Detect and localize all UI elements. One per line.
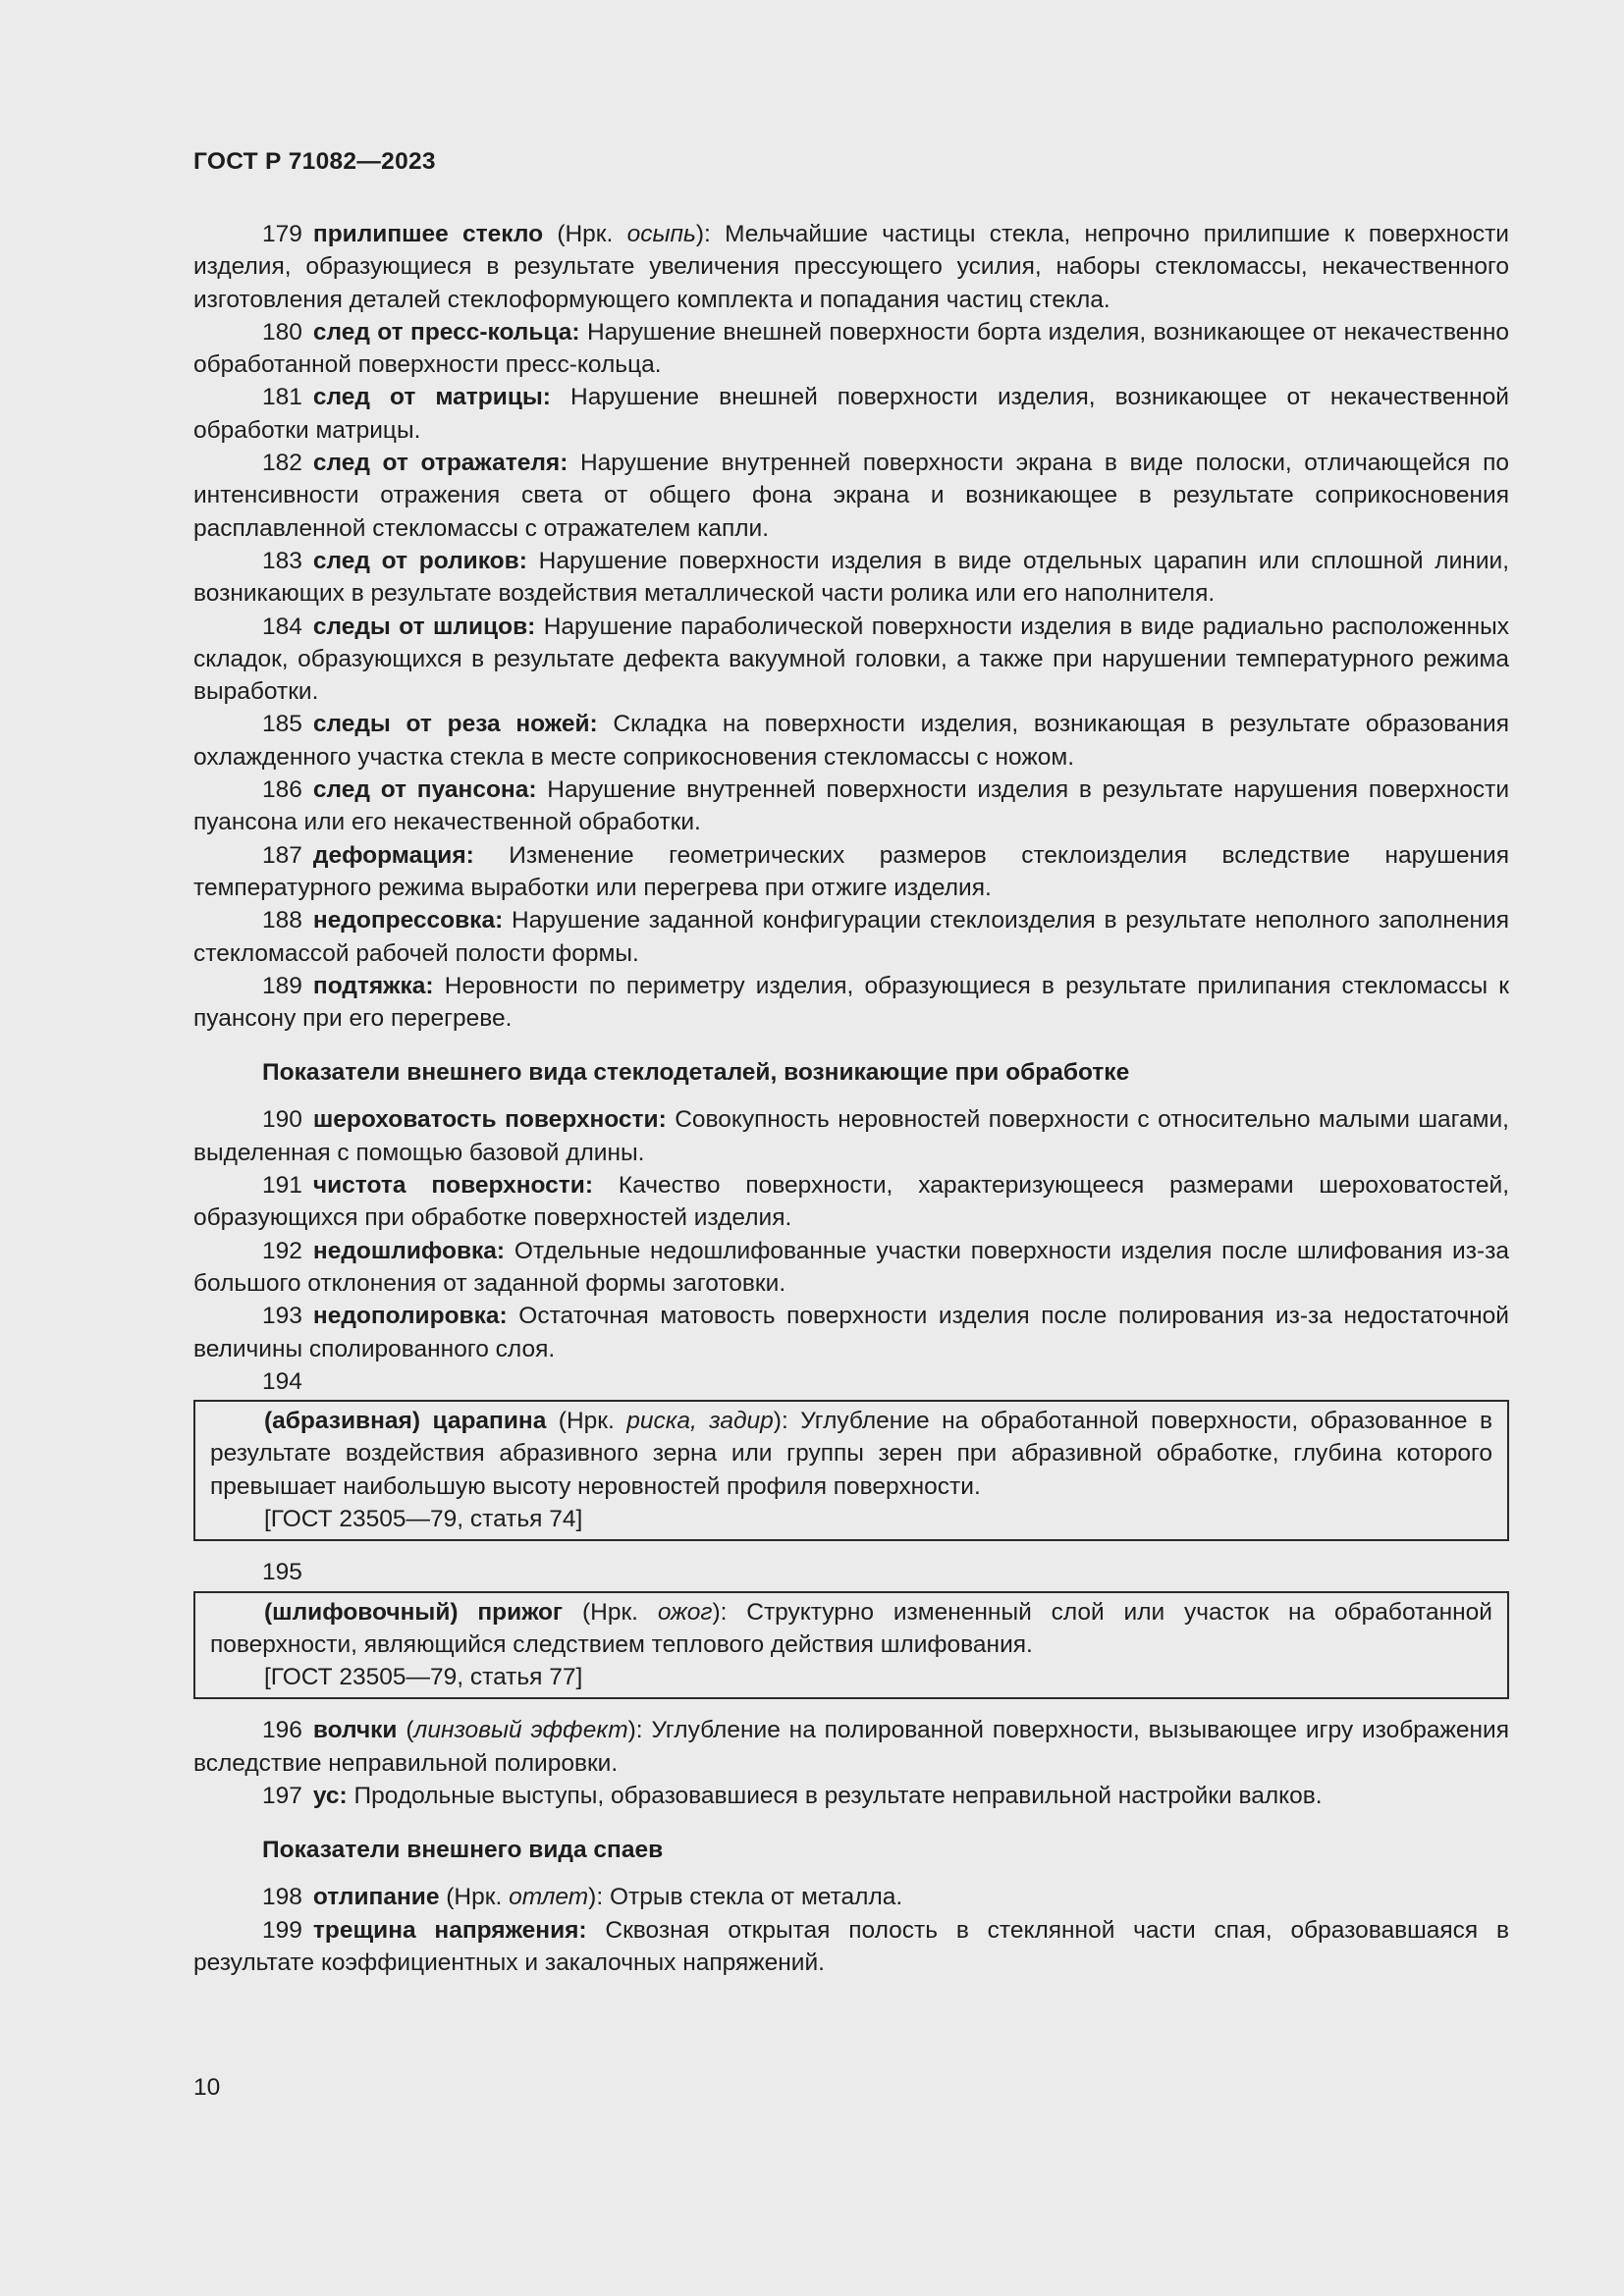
term-name: следы от реза ножей:	[312, 711, 598, 738]
term-entry-196	[193, 1714, 1509, 1780]
term-name: (шлифовочный) прижог	[264, 1598, 564, 1626]
term-synonym: линзовый эффект	[413, 1717, 628, 1744]
term-definition: Качество поверхности, характеризующееся размерами шероховатостей, образующихся при обработке поверхностей изделия.	[193, 1172, 1510, 1232]
term-name: деформация:	[312, 841, 474, 869]
term-number: 188	[262, 907, 302, 934]
term-entry-183	[193, 545, 1509, 611]
term-definition: Углубление на обработанной поверхности, образованное в результате воздействия абразивного зерна или группы зерен при абразивной обработке, глубина которого превышает наибольшую высоту неровностей профиля поверхности.	[210, 1408, 1493, 1500]
term-name: трещина напряжения:	[312, 1916, 587, 1944]
term-number: 182	[262, 450, 302, 477]
term-definition: Нарушение заданной конфигурации стеклоизделия в результате неполного заполнения стекломассой рабочей полости формы.	[193, 907, 1509, 967]
term-definition: Совокупность неровностей поверхности с относительно малыми шагами, выделенная с помощью базовой длины.	[193, 1106, 1509, 1166]
term-name: недополировка:	[312, 1303, 508, 1330]
term-number-194: 194	[262, 1367, 302, 1395]
term-name: (абразивная) царапина	[264, 1408, 547, 1435]
term-definition: Нарушение внутренней поверхности изделия в результате нарушения поверхности пуансона или его некачественной обработки.	[193, 776, 1510, 836]
term-entry-186	[193, 774, 1509, 839]
term-definition: Отдельные недошлифованные участки поверхности изделия после шлифования из-за большого отклонения от заданной формы заготовки.	[193, 1237, 1509, 1297]
term-definition: Нарушение внешней поверхности борта изделия, возникающее от некачественно обработанной поверхности пресс-кольца.	[193, 318, 1509, 379]
term-number-195: 195	[262, 1559, 302, 1586]
term-definition: Отрыв стекла от металла.	[609, 1884, 903, 1911]
term-number: 184	[262, 613, 302, 640]
term-name: след от пресс-кольца:	[312, 318, 580, 346]
term-definition: Остаточная матовость поверхности изделия после полирования из-за недостаточной величины сполированного слоя.	[193, 1303, 1509, 1362]
term-entry-189	[193, 970, 1509, 1036]
term-number: 185	[262, 711, 302, 738]
term-number: 179	[262, 221, 302, 247]
term-entry-182	[193, 447, 1509, 545]
term-number: 196	[262, 1717, 302, 1744]
term-number: 193	[262, 1303, 302, 1330]
synonym-prefix: (Нрк.	[439, 1884, 510, 1911]
synonym-suffix: ):	[712, 1598, 747, 1626]
term-definition: Неровности по периметру изделия, образующиеся в результате прилипания стекломассы к пуансону при его перегреве.	[193, 972, 1509, 1033]
term-name: след от отражателя:	[312, 450, 568, 477]
term-definition: Мельчайшие частицы стекла, непрочно прилипшие к поверхности изделия, образующиеся в результате увеличения прессующего усилия, наборы стекломассы, некачественного изготовления деталей стеклоформующего комплекта и попадания частиц стекла.	[193, 221, 1509, 313]
term-number: 186	[262, 776, 302, 804]
term-name: след от роликов:	[312, 547, 527, 574]
term-definition: Нарушение внутренней поверхности экрана в виде полоски, отличающейся по интенсивности отражения света от общего фона экрана и возникающее в результате соприкосновения расплавленной стекломассы с отражателем капли.	[193, 450, 1509, 542]
term-name: недошлифовка:	[312, 1237, 506, 1264]
term-number: 198	[262, 1884, 302, 1911]
term-name: недопрессовка:	[312, 907, 504, 934]
term-name: ус:	[312, 1783, 348, 1810]
term-source-reference: [ГОСТ 23505—79, статья 77]	[264, 1664, 583, 1691]
term-number: 191	[262, 1172, 302, 1200]
term-entry-185	[193, 708, 1509, 774]
synonym-suffix: ):	[695, 221, 726, 247]
term-name: чистота поверхности:	[312, 1172, 594, 1200]
term-source-reference: [ГОСТ 23505—79, статья 74]	[264, 1505, 583, 1532]
term-definition: Структурно измененный слой или участок на обработанной поверхности, являющийся следствием теплового действия шлифования.	[210, 1598, 1492, 1658]
term-entry-190	[193, 1103, 1509, 1169]
term-definition: Сквозная открытая полость в стеклянной части спая, образовавшаяся в результате коэффициентных и закалочных напряжений.	[193, 1916, 1509, 1976]
term-number: 181	[262, 384, 302, 411]
term-number: 187	[262, 841, 302, 869]
term-entry-180	[193, 316, 1509, 382]
term-definition: Продольные выступы, образовавшиеся в результате неправильной настройки валков.	[347, 1783, 1323, 1810]
term-number: 189	[262, 972, 302, 999]
term-number: 192	[262, 1237, 302, 1264]
document-page	[193, 147, 1509, 1979]
term-name: шероховатость поверхности:	[312, 1106, 667, 1134]
boxed-term-195	[193, 1591, 1509, 1700]
term-number: 183	[262, 547, 302, 574]
term-number: 199	[262, 1916, 302, 1944]
term-definition: Нарушение параболической поверхности изделия в виде радиально расположенных складок, образующихся в результате дефекта вакуумной головки, а также при нарушении температурного режима выработки.	[193, 613, 1509, 706]
term-definition: Нарушение поверхности изделия в виде отдельных царапин или сплошной линии, возникающих в результате воздействия металлической части ролика или его наполнителя.	[193, 547, 1509, 608]
term-entry-197	[193, 1780, 1509, 1812]
term-definition: Складка на поверхности изделия, возникающая в результате образования охлажденного участка стекла в месте соприкосновения стекломассы с ножом.	[193, 711, 1509, 771]
synonym-suffix: ):	[588, 1884, 610, 1911]
synonym-suffix: ):	[773, 1408, 801, 1435]
term-entry-188	[193, 904, 1509, 970]
synonym-prefix: (Нрк.	[563, 1598, 658, 1626]
term-entry-191	[193, 1169, 1509, 1235]
section-heading-junctions: Показатели внешнего вида спаев	[262, 1837, 664, 1864]
term-synonym: риска, задир	[626, 1408, 774, 1435]
page-number: 10	[193, 2074, 221, 2101]
term-name: след от матрицы:	[312, 384, 551, 411]
term-entry-192	[193, 1235, 1509, 1301]
term-definition: Углубление на полированной поверхности, вызывающее игру изображения вследствие неправильной полировки.	[193, 1717, 1509, 1777]
term-number: 190	[262, 1106, 302, 1134]
term-synonym: отлет	[509, 1884, 589, 1911]
term-name: след от пуансона:	[312, 776, 537, 804]
synonym-prefix: (Нрк.	[543, 221, 627, 247]
term-number: 180	[262, 318, 302, 346]
term-entry-187	[193, 839, 1509, 905]
synonym-prefix: (	[397, 1717, 414, 1744]
term-number: 197	[262, 1783, 302, 1810]
term-entry-184	[193, 611, 1509, 709]
boxed-term-194	[193, 1400, 1509, 1541]
term-name: подтяжка:	[312, 972, 434, 999]
section-heading-processing: Показатели внешнего вида стеклодеталей, возникающие при обработке	[262, 1059, 1130, 1087]
term-definition: Изменение геометрических размеров стеклоизделия вследствие нарушения температурного режима выработки или перегрева при отжиге изделия.	[193, 841, 1509, 901]
term-name: волчки	[312, 1717, 398, 1744]
term-entry-194	[210, 1405, 1492, 1503]
term-synonym: ожог	[657, 1598, 713, 1626]
term-entry-181	[193, 381, 1509, 447]
document-header: ГОСТ Р 71082—2023	[193, 148, 436, 175]
term-entry-199	[193, 1914, 1509, 1980]
term-entry-193	[193, 1300, 1509, 1365]
term-definition: Нарушение внешней поверхности изделия, возникающее от некачественной обработки матрицы.	[193, 384, 1509, 444]
term-entry-198	[193, 1881, 1509, 1913]
term-synonym: осыпь	[626, 221, 696, 247]
synonym-suffix: ):	[627, 1717, 652, 1744]
term-entry-195	[210, 1596, 1492, 1662]
term-name: прилипшее стекло	[312, 221, 544, 247]
term-entry-179	[193, 218, 1509, 316]
term-name: отлипание	[312, 1884, 440, 1911]
term-name: следы от шлицов:	[312, 613, 536, 640]
synonym-prefix: (Нрк.	[546, 1408, 627, 1435]
